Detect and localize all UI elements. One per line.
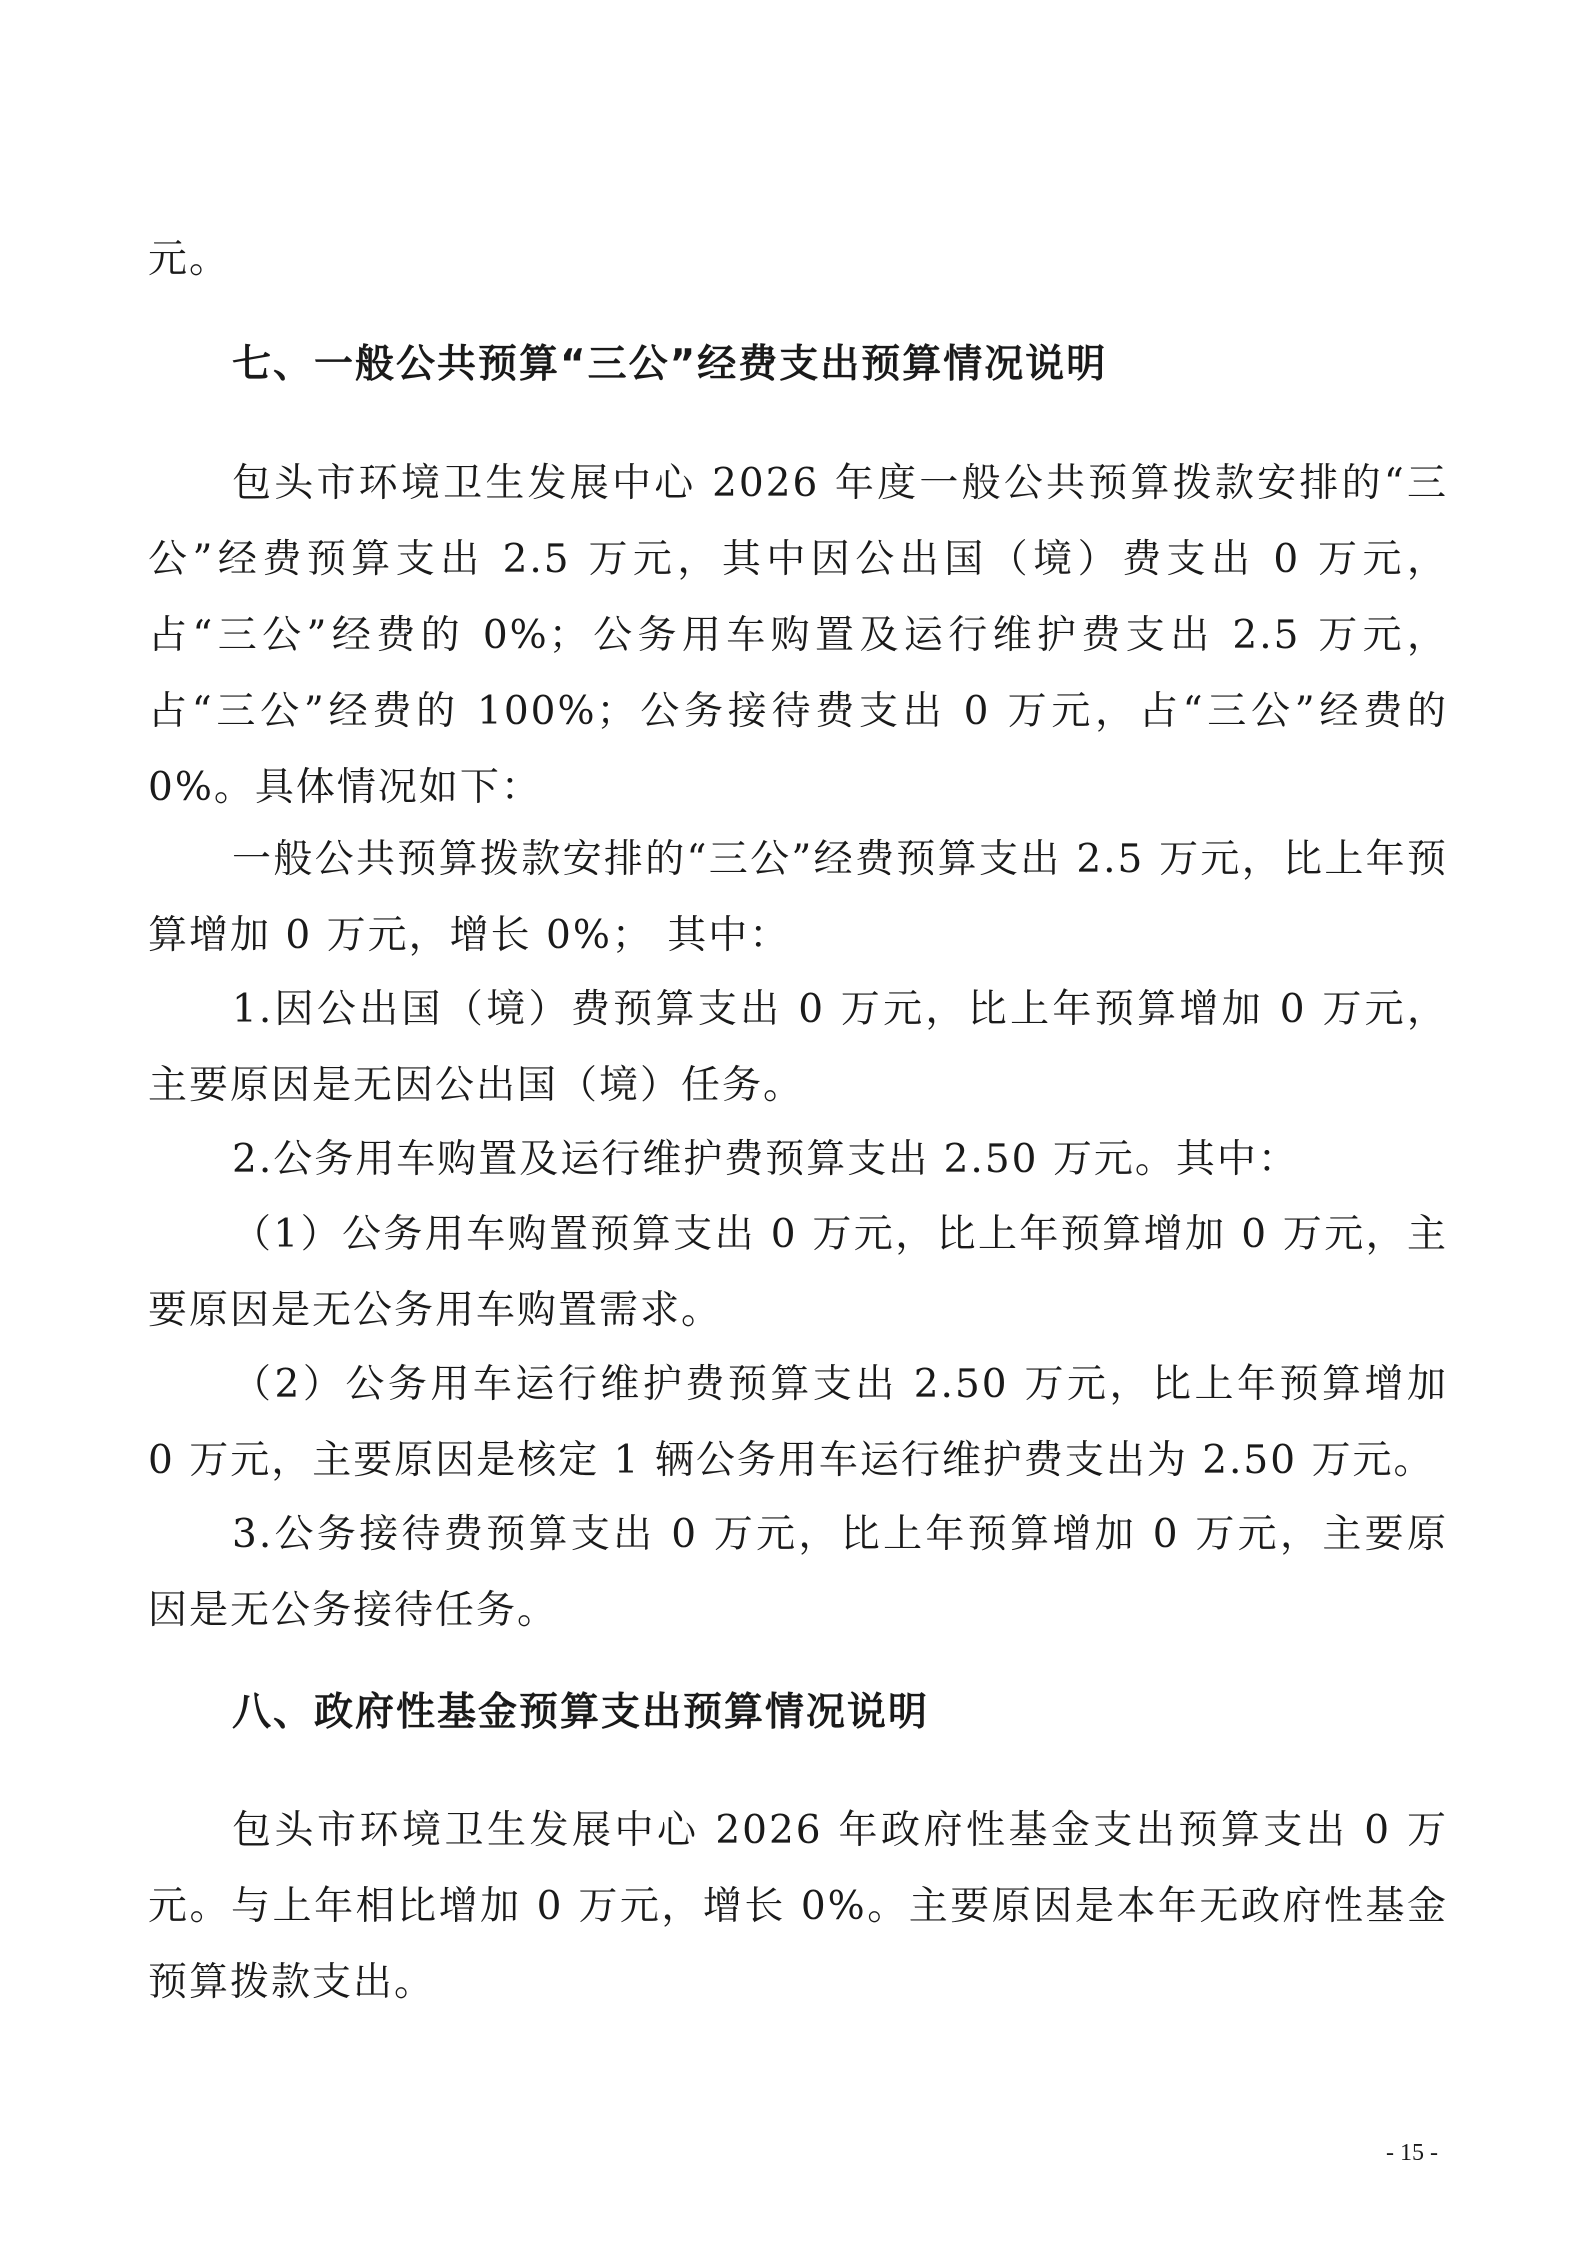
- page-number: - 15 -: [1386, 2140, 1438, 2166]
- section-7-heading: 七、一般公共预算“三公”经费支出预算情况说明: [232, 342, 1108, 387]
- section-7-paragraph-5: （1）公务用车购置预算支出 0 万元，比上年预算增加 0 万元，主要原因是无公务用车购置需求。: [148, 1212, 1448, 1333]
- continuation-text: 元。: [148, 237, 231, 282]
- section-8-heading: 八、政府性基金预算支出预算情况说明: [232, 1690, 930, 1735]
- section-7-paragraph-3: 1.因公出国（境）费预算支出 0 万元，比上年预算增加 0 万元，主要原因是无因公出国（境）任务。: [148, 987, 1448, 1108]
- section-7-paragraph-2: 一般公共预算拨款安排的“三公”经费预算支出 2.5 万元，比上年预算增加 0 万元，增长 0%； 其中：: [148, 837, 1448, 958]
- section-8-paragraph-1: 包头市环境卫生发展中心 2026 年政府性基金支出预算支出 0 万元。与上年相比增加 0 万元，增长 0%。主要原因是本年无政府性基金预算拨款支出。: [148, 1808, 1448, 2005]
- section-7-paragraph-7: 3.公务接待费预算支出 0 万元，比上年预算增加 0 万元，主要原因是无公务接待任务。: [148, 1512, 1448, 1633]
- section-7-paragraph-1: 包头市环境卫生发展中心 2026 年度一般公共预算拨款安排的“三公”经费预算支出 2.5 万元，其中因公出国（境）费支出 0 万元，占“三公”经费的 0%；公务用车购置及运行维护费支出 2.5 万元，占“三公”经费的 100%；公务接待费支出 0 万元，占“三公”经费的 0%。具体情况如下：: [148, 461, 1448, 810]
- section-7-paragraph-6: （2）公务用车运行维护费预算支出 2.50 万元，比上年预算增加 0 万元，主要原因是核定 1 辆公务用车运行维护费支出为 2.50 万元。: [148, 1362, 1448, 1483]
- section-7-paragraph-4: 2.公务用车购置及运行维护费预算支出 2.50 万元。其中：: [232, 1137, 1299, 1182]
